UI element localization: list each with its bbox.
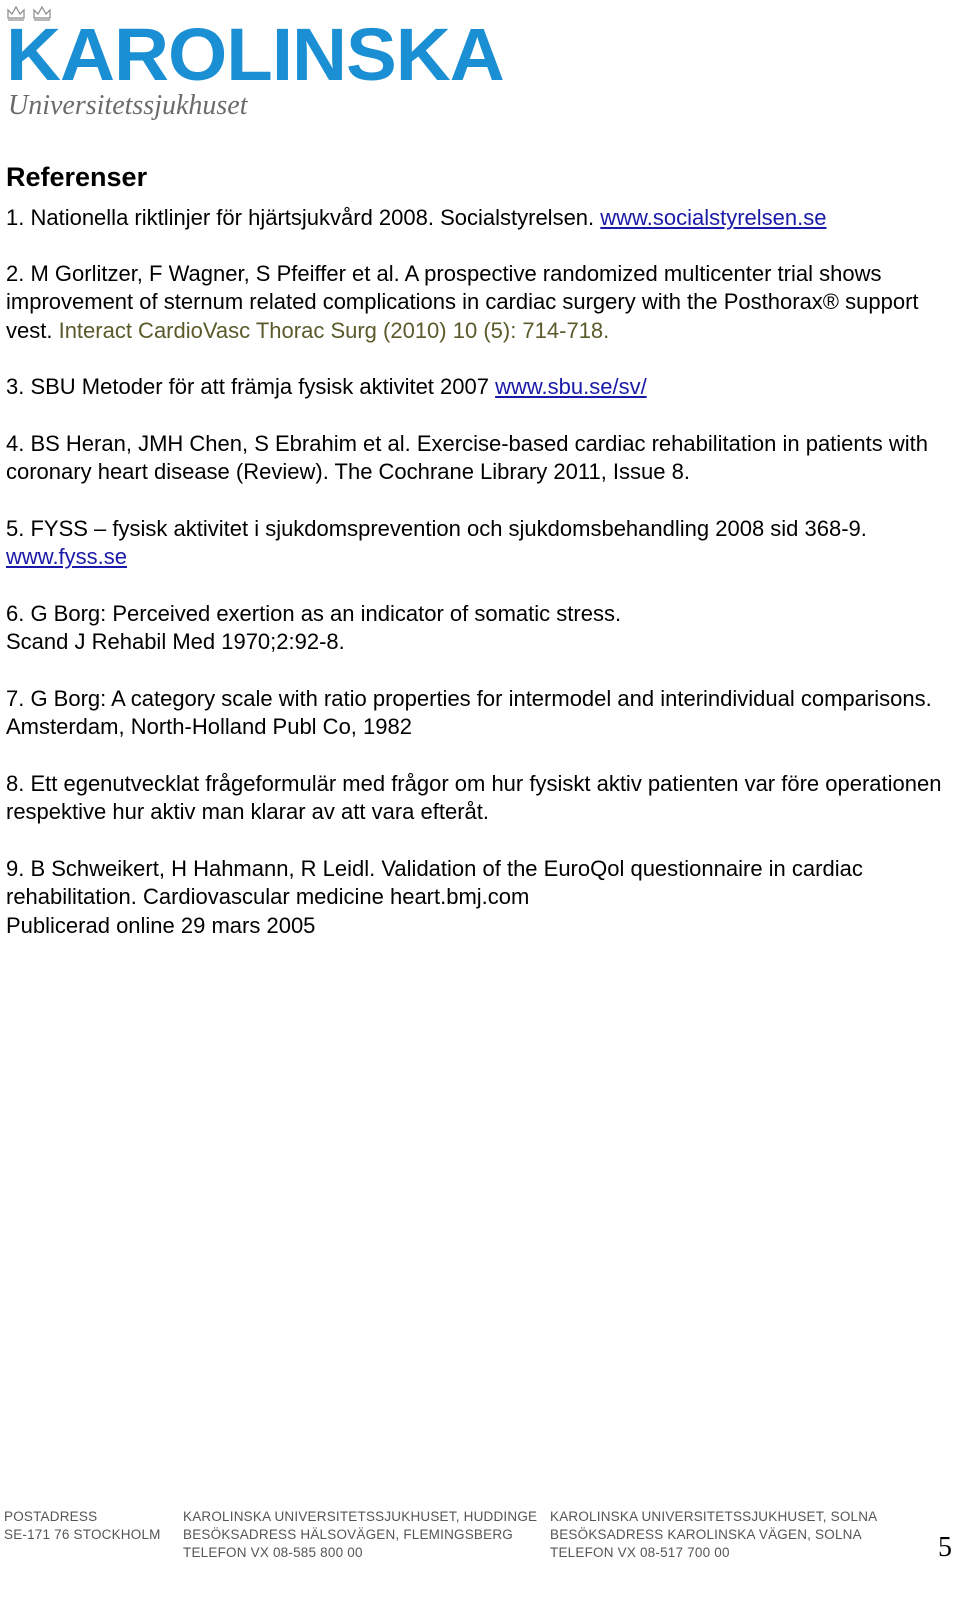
page-title: Referenser bbox=[6, 162, 148, 192]
sbu-link[interactable]: www.sbu.se/sv/ bbox=[495, 374, 647, 399]
footer-line: KAROLINSKA UNIVERSITETSSJUKHUSET, SOLNA bbox=[550, 1509, 878, 1524]
journal-citation: Interact CardioVasc Thorac Surg (2010) 10 (5): 714-718. bbox=[58, 317, 610, 343]
reference-text: Scand J Rehabil Med 1970;2:92-8. bbox=[6, 629, 345, 654]
footer-line: TELEFON VX 08-517 700 00 bbox=[550, 1545, 730, 1560]
reference-6 bbox=[6, 600, 946, 657]
reference-4 bbox=[6, 430, 946, 487]
footer-solna bbox=[550, 1508, 877, 1562]
reference-text: 5. FYSS – fysisk aktivitet i sjukdomsprevention och sjukdomsbehandling 2008 sid 368-9. bbox=[6, 515, 867, 541]
reference-text: 1. Nationella riktlinjer för hjärtsjukvård 2008. Socialstyrelsen. bbox=[6, 205, 601, 230]
fyss-link[interactable]: www.fyss.se bbox=[6, 544, 128, 569]
page-footer bbox=[0, 1508, 960, 1608]
footer-huddinge bbox=[183, 1508, 537, 1562]
reference-text: 4. BS Heran, JMH Chen, S Ebrahim et al. Exercise-based cardiac rehabilitation in patients with coronary heart disease (Review). The Cochrane Library 2011, Issue 8. bbox=[6, 430, 928, 484]
reference-text: Publicerad online 29 mars 2005 bbox=[6, 912, 316, 938]
reference-5 bbox=[6, 515, 946, 572]
page-number: 5 bbox=[938, 1532, 952, 1563]
socialstyrelsen-link[interactable]: www.socialstyrelsen.se bbox=[600, 205, 827, 230]
footer-line: BESÖKSADRESS HÄLSOVÄGEN, FLEMINGSBERG bbox=[183, 1527, 513, 1542]
references-section bbox=[6, 160, 946, 968]
footer-line: SE-171 76 STOCKHOLM bbox=[4, 1527, 161, 1542]
reference-9 bbox=[6, 855, 946, 941]
reference-8 bbox=[6, 770, 946, 827]
reference-text: 2. M Gorlitzer, F Wagner, S Pfeiffer et al. A prospective randomized multicenter trial shows improvement of sternum related complications in cardiac surgery with the Posthorax® support vest. bbox=[6, 260, 919, 343]
reference-text: 3. SBU Metoder för att främja fysisk aktivitet 2007 bbox=[6, 374, 496, 399]
reference-text: 8. Ett egenutvecklat frågeformulär med frågor om hur fysiskt aktiv patienten var före operationen respektive hur aktiv man klarar av att vara efteråt. bbox=[6, 770, 942, 824]
reference-2 bbox=[6, 260, 946, 346]
footer-postal-address bbox=[4, 1508, 161, 1544]
footer-line: BESÖKSADRESS KAROLINSKA VÄGEN, SOLNA bbox=[550, 1527, 862, 1542]
footer-line: KAROLINSKA UNIVERSITETSSJUKHUSET, HUDDINGE bbox=[183, 1509, 538, 1524]
footer-line: TELEFON VX 08-585 800 00 bbox=[183, 1545, 363, 1560]
footer-line: POSTADRESS bbox=[4, 1509, 98, 1524]
logo-wordmark: KAROLINSKA bbox=[6, 13, 504, 96]
reference-text: 6. G Borg: Perceived exertion as an indicator of somatic stress. bbox=[6, 600, 622, 626]
logo-subtitle: Universitetssjukhuset bbox=[8, 90, 248, 121]
reference-text: 7. G Borg: A category scale with ratio properties for intermodel and interindividual comparisons. Amsterdam, North-Holland Publ Co, 1982 bbox=[6, 685, 932, 739]
reference-7 bbox=[6, 685, 946, 742]
reference-text: 9. B Schweikert, H Hahmann, R Leidl. Validation of the EuroQol questionnaire in cardiac rehabilitation. Cardiovascular medicine heart.bmj.com bbox=[6, 855, 863, 909]
reference-1 bbox=[6, 204, 946, 233]
reference-3 bbox=[6, 373, 946, 402]
